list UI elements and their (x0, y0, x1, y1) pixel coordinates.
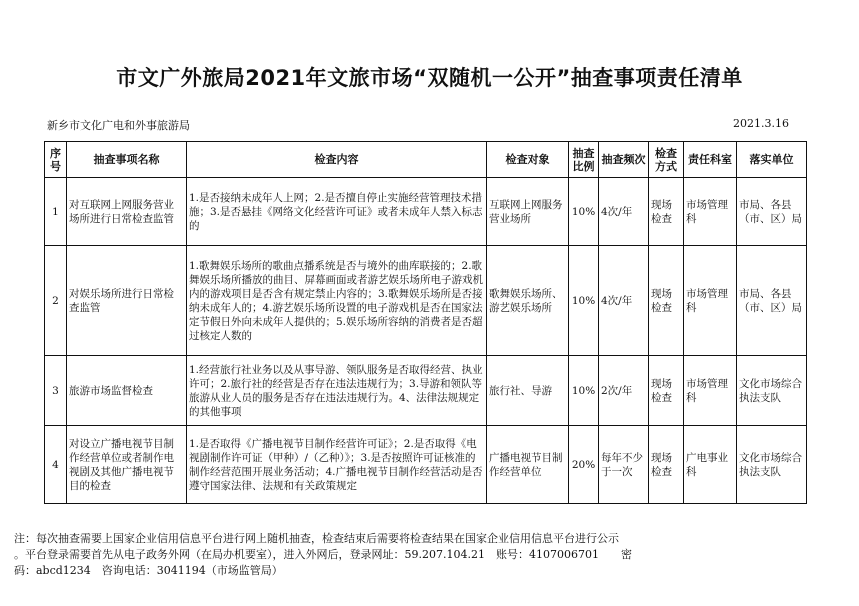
row-item: 对娱乐场所进行日常检查监管 (67, 246, 187, 356)
row-unit: 文化市场综合执法支队 (737, 356, 807, 426)
footnote-line-2: 。平台登录需要首先从电子政务外网（在局办机要室），进入外网后，登录网址：59.207.104.21 账号：4107006701 密 (14, 548, 632, 561)
row-ratio: 20% (569, 426, 599, 504)
row-method: 现场检查 (649, 178, 684, 246)
row-freq: 4次/年 (599, 178, 649, 246)
header-seq: 序号 (45, 142, 67, 178)
header-freq: 抽查频次 (599, 142, 649, 178)
row-seq: 1 (45, 178, 67, 246)
page-title: 市文广外旅局2021年文旅市场“双随机一公开”抽查事项责任清单 (116, 66, 743, 90)
header-method: 检查方式 (649, 142, 684, 178)
row-ratio: 10% (569, 246, 599, 356)
row-content: 1.是否接纳未成年人上网；2.是否擅自停止实施经营管理技术措施；3.是否悬挂《网络文化经营许可证》或者未成年人禁入标志的 (187, 178, 487, 246)
row-unit: 市局、各县（市、区）局 (737, 178, 807, 246)
row-unit: 文化市场综合执法支队 (737, 426, 807, 504)
table-row (45, 426, 807, 504)
table-row (45, 246, 807, 356)
issue-date: 2021.3.16 (733, 117, 789, 130)
row-method: 现场检查 (649, 426, 684, 504)
row-seq: 4 (45, 426, 67, 504)
row-freq: 4次/年 (599, 246, 649, 356)
row-freq: 每年不少于一次 (599, 426, 649, 504)
row-dept: 广电事业科 (684, 426, 737, 504)
responsibility-table (44, 141, 807, 504)
header-dept: 责任科室 (684, 142, 737, 178)
header-content: 检查内容 (187, 142, 487, 178)
header-ratio: 抽查比例 (569, 142, 599, 178)
footnote-line-1: 注：每次抽查需要上国家企业信用信息平台进行网上随机抽查，检查结束后需要将检查结果在国家企业信用信息平台进行公示 (14, 532, 619, 545)
table-row (45, 356, 807, 426)
row-content: 1.是否取得《广播电视节目制作经营许可证》；2.是否取得《电视剧制作许可证（甲种）/（乙种）》；3.是否按照许可证核准的制作经营范围开展业务活动；4.广播电视节目制作经营活动是否遵守国家法律、法规和有关政策规定 (187, 426, 487, 504)
row-seq: 2 (45, 246, 67, 356)
row-dept: 市场管理科 (684, 178, 737, 246)
table-row (45, 178, 807, 246)
row-object: 广播电视节目制作经营单位 (487, 426, 569, 504)
row-freq: 2次/年 (599, 356, 649, 426)
row-content: 1.经营旅行社业务以及从事导游、领队服务是否取得经营、执业许可；2.旅行社的经营是否存在违法违规行为；3.导游和领队等旅游从业人员的服务是否存在违法违规行为。4、法律法规规定的其他事项 (187, 356, 487, 426)
row-ratio: 10% (569, 178, 599, 246)
header-unit: 落实单位 (737, 142, 807, 178)
row-object: 互联网上网服务营业场所 (487, 178, 569, 246)
row-object: 旅行社、导游 (487, 356, 569, 426)
header-object: 检查对象 (487, 142, 569, 178)
row-item: 对设立广播电视节目制作经营单位或者制作电视剧及其他广播电视节目的检查 (67, 426, 187, 504)
row-method: 现场检查 (649, 356, 684, 426)
row-seq: 3 (45, 356, 67, 426)
row-method: 现场检查 (649, 246, 684, 356)
row-dept: 市场管理科 (684, 246, 737, 356)
row-unit: 市局、各县（市、区）局 (737, 246, 807, 356)
footnote-line-3: 码：abcd1234 咨询电话：3041194（市场监管局） (14, 564, 283, 577)
row-content: 1.歌舞娱乐场所的歌曲点播系统是否与境外的曲库联接的；2.歌舞娱乐场所播放的曲目、屏幕画面或者游艺娱乐场所电子游戏机内的游戏项目是否含有规定禁止内容的；3.歌舞娱乐场所是否接纳未成年人的；4.游艺娱乐场所设置的电子游戏机是否在国家法定节假日外向未成年人提供的；5.娱乐场所容纳的消费者是否超过核定人数的 (187, 246, 487, 356)
header-item: 抽查事项名称 (67, 142, 187, 178)
row-object: 歌舞娱乐场所、游艺娱乐场所 (487, 246, 569, 356)
table-header-row (45, 142, 807, 178)
row-dept: 市场管理科 (684, 356, 737, 426)
issuing-organization: 新乡市文化广电和外事旅游局 (47, 119, 190, 132)
footnote (14, 531, 834, 579)
row-ratio: 10% (569, 356, 599, 426)
row-item: 旅游市场监督检查 (67, 356, 187, 426)
row-item: 对互联网上网服务营业场所进行日常检查监管 (67, 178, 187, 246)
